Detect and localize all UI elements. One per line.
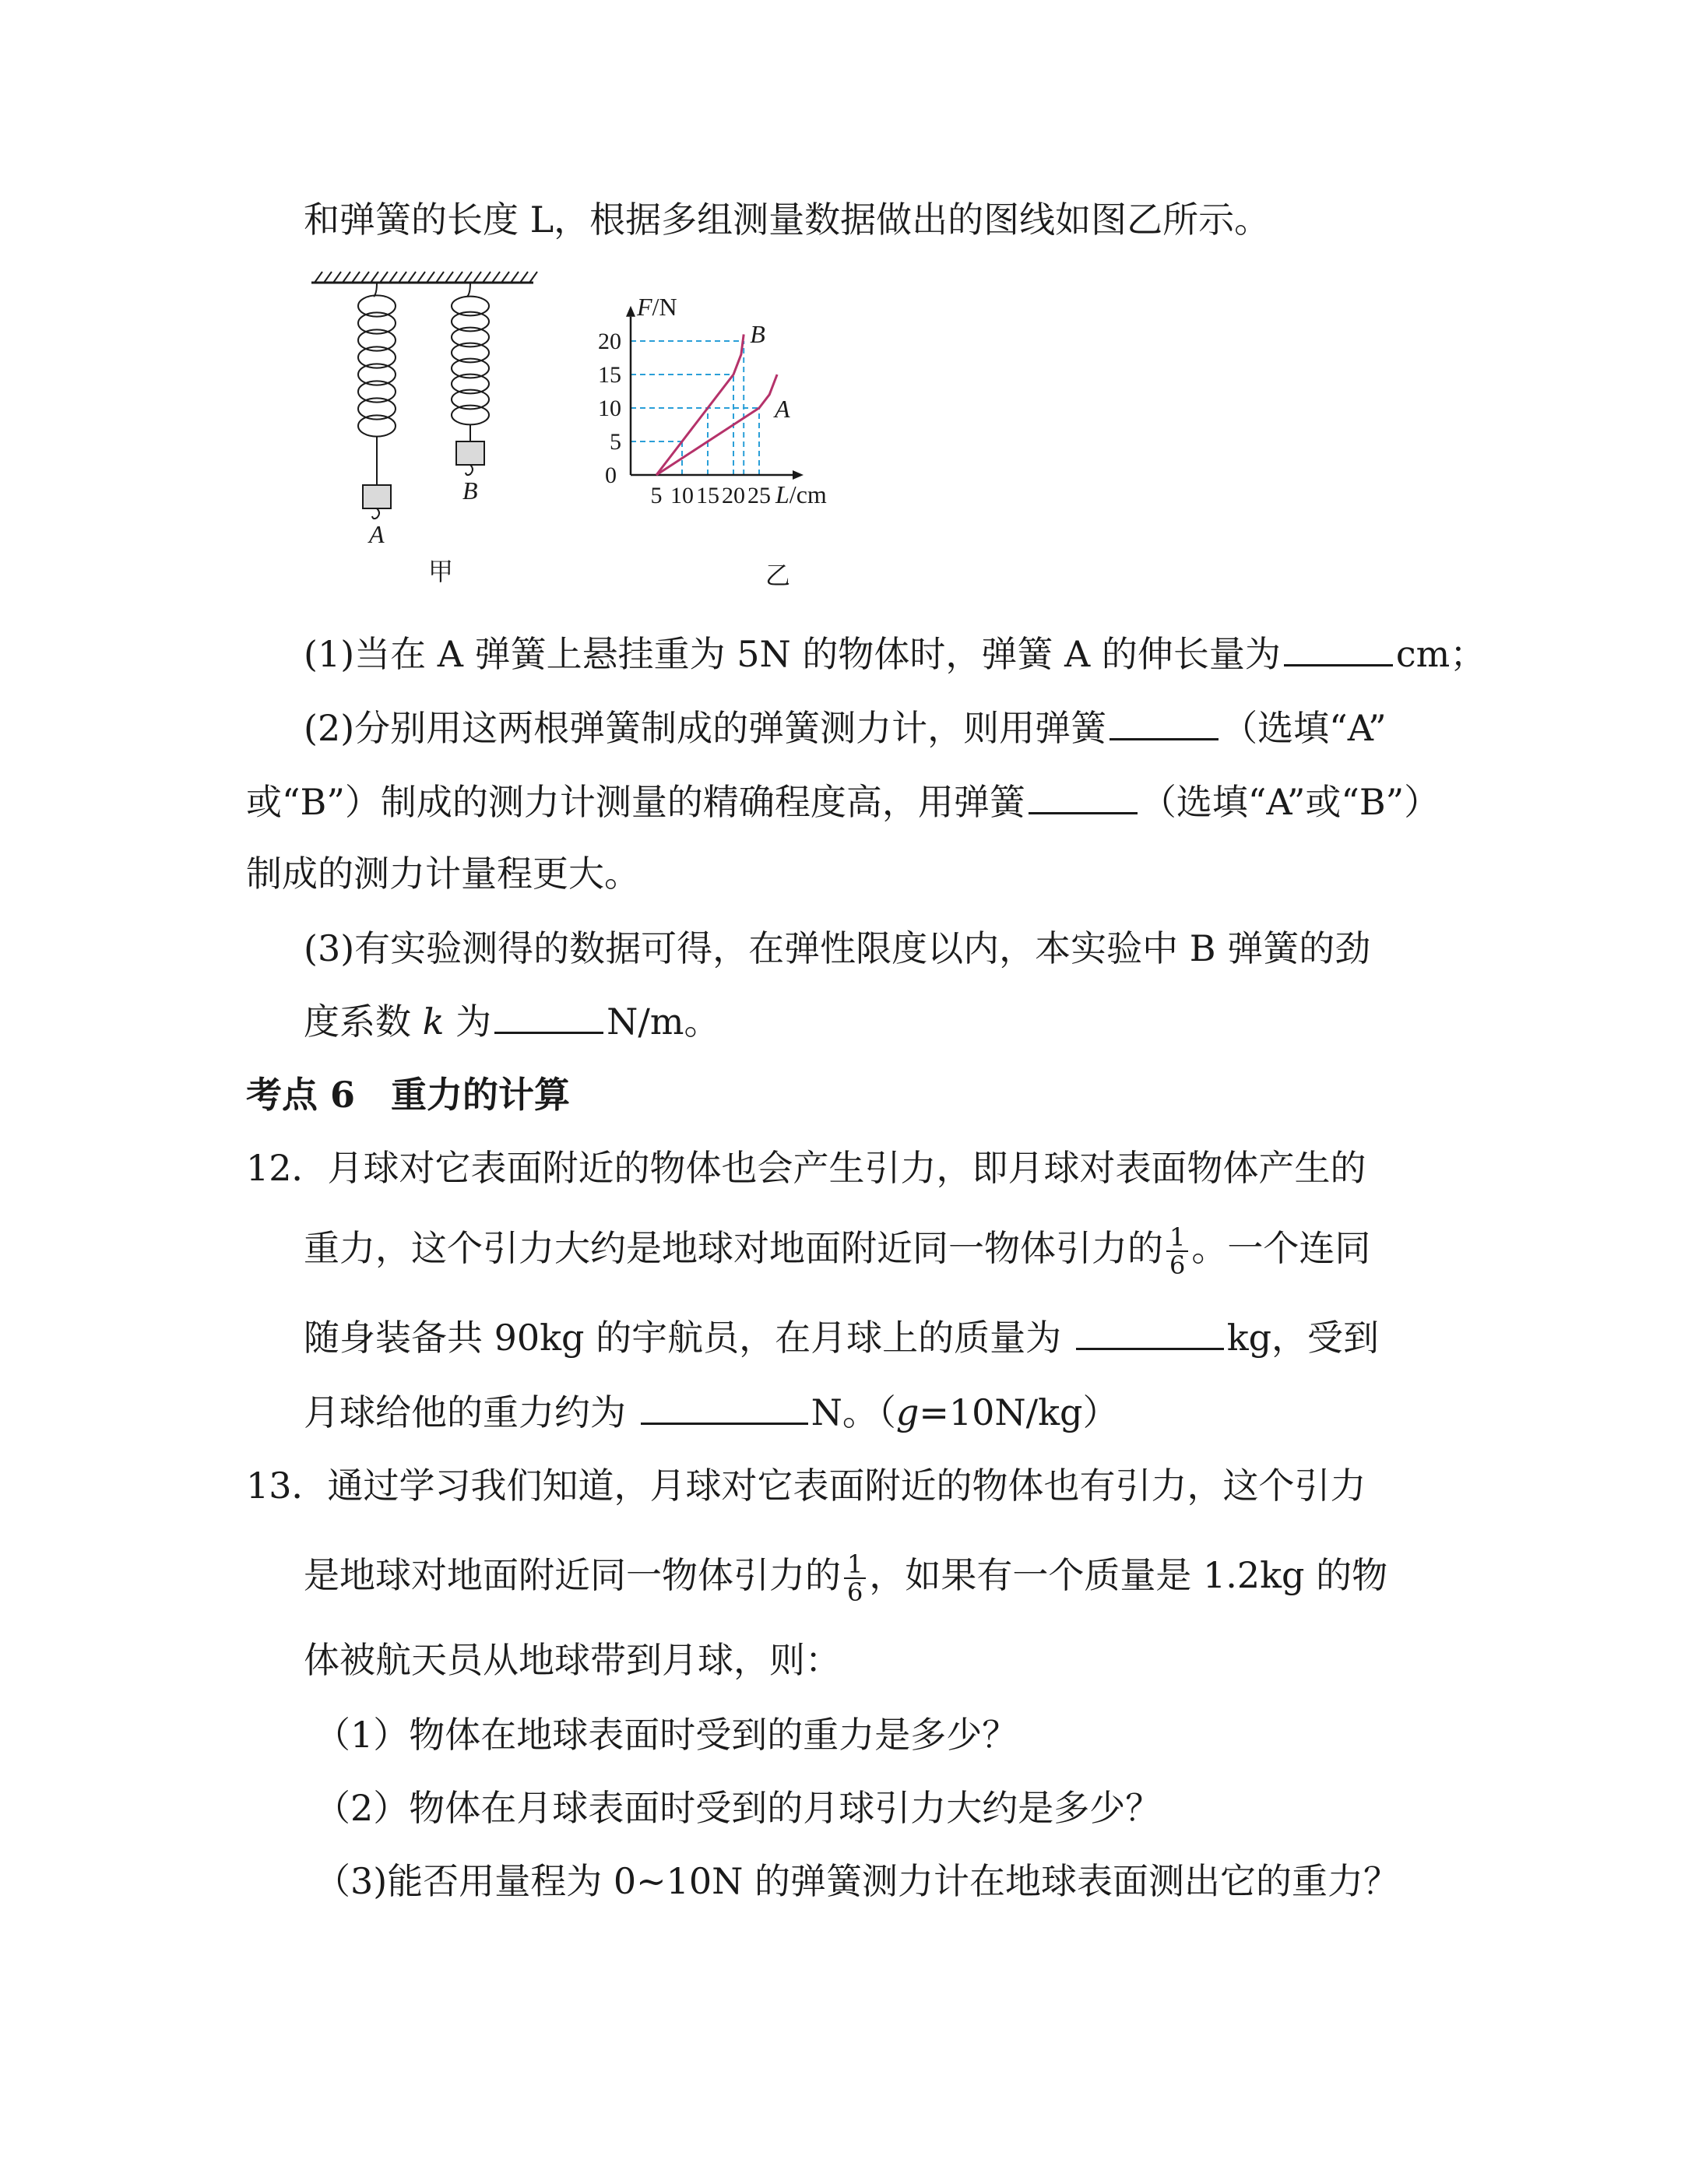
spring-a: [358, 283, 396, 519]
q11-blank-3[interactable]: [1029, 779, 1138, 814]
hatch-mark: [380, 272, 388, 283]
y-tick-label: 5: [610, 429, 621, 455]
spring-a-coil: [358, 381, 396, 402]
q12-frac-num: 1: [1166, 1224, 1188, 1252]
hatch-mark: [324, 272, 332, 283]
hatch-mark: [315, 272, 322, 283]
spring-b-coil: [452, 297, 489, 316]
hatch-mark: [408, 272, 416, 283]
q11-part2-line2: [246, 779, 1440, 825]
q12-g: g: [895, 1391, 920, 1433]
label-b: B: [462, 477, 478, 505]
q12-text-3b: kg，受到: [1226, 1317, 1380, 1359]
hatch-mark: [417, 272, 425, 283]
x-tick-label: 20: [722, 483, 745, 508]
x-axis-label: L/cm: [775, 480, 827, 508]
spring-a-coil: [358, 329, 396, 350]
q12-number: 12．: [246, 1147, 328, 1189]
hatch-mark: [352, 272, 360, 283]
hatch-mark: [427, 272, 434, 283]
spring-a-coil: [358, 398, 396, 419]
hatch-mark: [389, 272, 397, 283]
q13-line1: [246, 1462, 1366, 1509]
q11-p2-hint: （选填“A”: [1222, 707, 1387, 749]
spring-b-coil: [452, 343, 489, 363]
q12-text-4: 月球给他的重力约为: [304, 1391, 626, 1433]
q11-blank-2[interactable]: [1110, 705, 1219, 740]
q11-part3-line2: [304, 998, 720, 1045]
q13-number: 13．: [246, 1465, 328, 1507]
hatch-mark: [501, 272, 509, 283]
hatch-mark: [399, 272, 406, 283]
hook-a: [372, 508, 379, 519]
x-tick-label: 15: [696, 483, 719, 508]
spring-b-coil: [452, 312, 489, 332]
label-a: A: [369, 520, 385, 548]
y-tick-label: 10: [598, 396, 621, 421]
hatch-mark: [436, 272, 444, 283]
curve-b: [656, 334, 744, 475]
ceiling-hatch: [315, 272, 537, 283]
q12-text-4c: =10N/kg）: [919, 1391, 1119, 1433]
caption-jia: 甲: [428, 557, 454, 586]
curve-a-label: A: [775, 395, 790, 423]
y-tick-label: 15: [598, 362, 621, 388]
x-tick-label: 25: [747, 483, 771, 508]
q11-p2-hint-2: （选填“A”或“B”）: [1140, 781, 1440, 823]
q12-line2: [304, 1224, 1370, 1278]
q12-blank-2[interactable]: [641, 1390, 808, 1425]
spring-a-coil: [358, 364, 396, 385]
figure-yi-graph: [598, 293, 827, 589]
hatch-mark: [483, 272, 491, 283]
y-tick-label: 20: [598, 329, 621, 354]
hatch-mark: [473, 272, 481, 283]
weight-b: [456, 441, 484, 465]
q11-p3-k: k: [422, 1001, 445, 1043]
hatch-mark: [343, 272, 350, 283]
hatch-mark: [529, 272, 537, 283]
spring-b-coil: [452, 390, 489, 410]
q13-text-1: 通过学习我们知道，月球对它表面附近的物体也有引力，这个引力: [327, 1465, 1366, 1507]
weight-a: [363, 485, 391, 508]
q11-part1: [304, 631, 1486, 677]
figure-springs-and-graph: [304, 269, 1004, 603]
hook-b: [466, 465, 473, 475]
spring-a-hook: [374, 283, 377, 297]
q11-blank-1[interactable]: [1284, 631, 1393, 666]
q13-frac-den: 6: [847, 1577, 863, 1607]
q12-line4: [304, 1389, 1118, 1436]
q12-text-2b: 。一个连同: [1191, 1227, 1371, 1269]
q12-line1: [246, 1145, 1366, 1191]
q13-fraction: [844, 1551, 866, 1605]
q13-frac-num: 1: [844, 1551, 866, 1579]
hatch-mark: [511, 272, 519, 283]
spring-b-hook: [467, 283, 470, 297]
spring-a-coil: [358, 346, 396, 368]
intro-text: 和弹簧的长度 L，根据多组测量数据做出的图线如图乙所示。: [304, 199, 1271, 241]
q12-fraction: [1166, 1224, 1188, 1278]
q11-p2-text-2: 或“B”）制成的测力计测量的精确程度高，用弹簧: [246, 781, 1025, 823]
q13-text-2: 是地球对地面附近同一物体引力的: [304, 1554, 841, 1596]
hatch-mark: [455, 272, 462, 283]
spring-b-coil: [452, 406, 489, 425]
q13-sub1: （1）物体在地球表面时受到的重力是多少？: [315, 1714, 1018, 1756]
q11-part2-line3: 制成的测力计量程更大。: [246, 853, 640, 895]
q11-blank-4[interactable]: [494, 999, 603, 1034]
q11-p3-text: 度系数: [304, 1001, 411, 1043]
hatch-mark: [464, 272, 472, 283]
hatch-mark: [520, 272, 528, 283]
curve-b-label: B: [750, 320, 765, 348]
y-axis-label: F/N: [637, 292, 677, 321]
q13-line2: [304, 1551, 1387, 1605]
spring-b-coil: [452, 375, 489, 394]
spring-a-coil: [358, 312, 396, 333]
q12-text-3: 随身装备共 90kg 的宇航员，在月球上的质量为: [304, 1317, 1062, 1359]
origin-label: 0: [605, 462, 617, 488]
hatch-mark: [361, 272, 369, 283]
q13-sub2: （2）物体在月球表面时受到的月球引力大约是多少？: [315, 1787, 1162, 1829]
q12-text-1: 月球对它表面附近的物体也会产生引力，即月球对表面物体产生的: [327, 1147, 1366, 1189]
spring-a-coil: [358, 295, 396, 316]
guide-lines: [631, 341, 759, 475]
q13-line3: 体被航天员从地球带到月球，则：: [304, 1639, 841, 1681]
y-axis-arrow: [626, 306, 635, 317]
q13-text-2b: ，如果有一个质量是 1.2kg 的物: [869, 1554, 1388, 1596]
x-tick-label: 5: [650, 483, 663, 508]
q12-frac-den: 6: [1169, 1250, 1186, 1280]
hatch-mark: [371, 272, 378, 283]
hatch-mark: [445, 272, 453, 283]
q11-p3-unit: N/m。: [607, 1001, 720, 1043]
spring-b-coil: [452, 359, 489, 378]
q11-part3-line1: (3)有实验测得的数据可得，在弹性限度以内，本实验中 B 弹簧的劲: [304, 927, 1371, 969]
q12-line3: [304, 1314, 1379, 1361]
spring-a-coil: [358, 415, 396, 436]
x-axis-arrow: [793, 470, 804, 480]
q11-p3-mid: 为: [455, 1001, 492, 1043]
section-heading: 考点 6 重力的计算: [246, 1074, 571, 1116]
spring-b-coil: [452, 328, 489, 347]
caption-yi: 乙: [765, 561, 791, 589]
figure-jia: [311, 272, 537, 586]
q13-sub3: （3)能否用量程为 0~10N 的弹簧测力计在地球表面测出它的重力？: [315, 1860, 1400, 1902]
q11-p2-text: (2)分别用这两根弹簧制成的弹簧测力计，则用弹簧: [304, 707, 1107, 749]
x-tick-label: 10: [670, 483, 694, 508]
q12-text-4b: N。（: [811, 1391, 896, 1433]
q12-blank-1[interactable]: [1076, 1315, 1224, 1350]
q11-p1-unit: cm；: [1395, 633, 1486, 675]
hatch-mark: [492, 272, 500, 283]
q11-part2-line1: [304, 705, 1387, 751]
hatch-mark: [333, 272, 341, 283]
q11-p1-text: (1)当在 A 弹簧上悬挂重为 5N 的物体时，弹簧 A 的伸长量为: [304, 633, 1281, 675]
q12-text-2: 重力，这个引力大约是地球对地面附近同一物体引力的: [304, 1227, 1163, 1269]
